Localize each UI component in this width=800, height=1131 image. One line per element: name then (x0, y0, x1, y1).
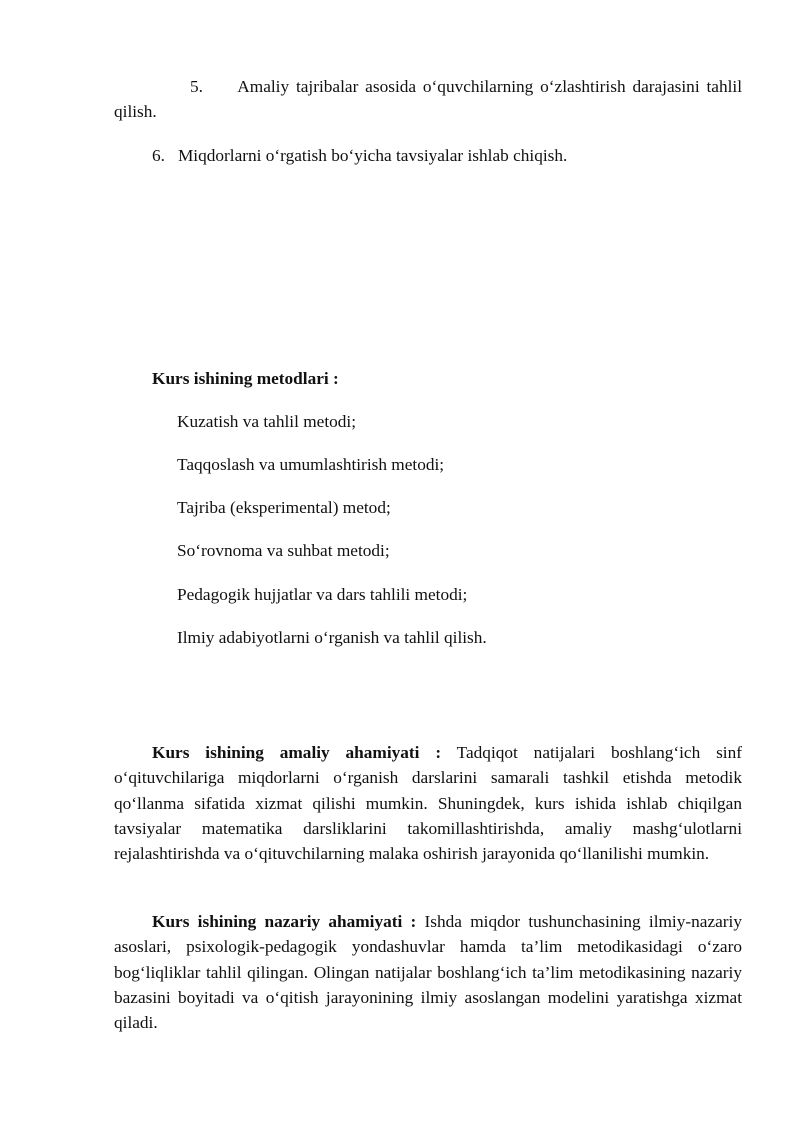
methods-heading: Kurs ishining metodlari : (152, 369, 339, 388)
objective-item-6 (114, 143, 742, 168)
method-item: Tajriba (eksperimental) metod; (177, 498, 391, 517)
method-item: So‘rovnoma va suhbat metodi; (177, 541, 390, 560)
practical-significance-heading: Kurs ishining amaliy ahamiyati : (152, 743, 442, 762)
method-item: Taqqoslash va umumlashtirish metodi; (177, 455, 445, 474)
objective-number-6: 6. (152, 146, 165, 165)
method-item: Ilmiy adabiyotlarni o‘rganish va tahlil qilish. (177, 628, 487, 647)
practical-significance-paragraph (114, 740, 742, 866)
objective-item-5 (114, 74, 742, 125)
objective-text-6: Miqdorlarni o‘rgatish bo‘yicha tavsiyalar ishlab chiqish. (177, 146, 568, 165)
theoretical-significance-heading: Kurs ishining nazariy ahamiyati : (152, 912, 417, 931)
objective-text-5: Amaliy tajribalar asosida o‘quvchilarning o‘zlashtirish darajasini tahlil qilish. (114, 77, 742, 122)
method-item: Kuzatish va tahlil metodi; (177, 412, 357, 431)
practical-significance-text: Tadqiqot natijalari boshlang‘ich sinf o‘qituvchilariga miqdorlarni o‘rganish darslarini samarali tashkil etishda metodik qo‘llanma sifatida xizmat qilishi mumkin. Shuningdek, kurs ishida ishlab chiqilgan tavsiyalar matematika darsliklarini takomillashtirishda, amaliy mashg‘ulotlarni rejalashtirishda va o‘qituvchilarning malaka oshirish jarayonida qo‘llanilishi mumkin. (114, 743, 742, 864)
theoretical-significance-text: Ishda miqdor tushunchasining ilmiy-nazariy asoslari, psixologik-pedagogik yondashuvlar hamda ta’lim metodikasidagi o‘zaro bog‘liqliklar tahlil qilingan. Olingan natijalar boshlang‘ich ta’lim metodikasining nazariy bazasini boyitadi va o‘qitish jarayonining ilmiy asoslangan modelini yaratishga xizmat qiladi. (114, 912, 742, 1033)
method-item: Pedagogik hujjatlar va dars tahlili metodi; (177, 585, 468, 604)
theoretical-significance-paragraph (114, 909, 742, 1035)
objective-number-5: 5. (190, 77, 203, 96)
